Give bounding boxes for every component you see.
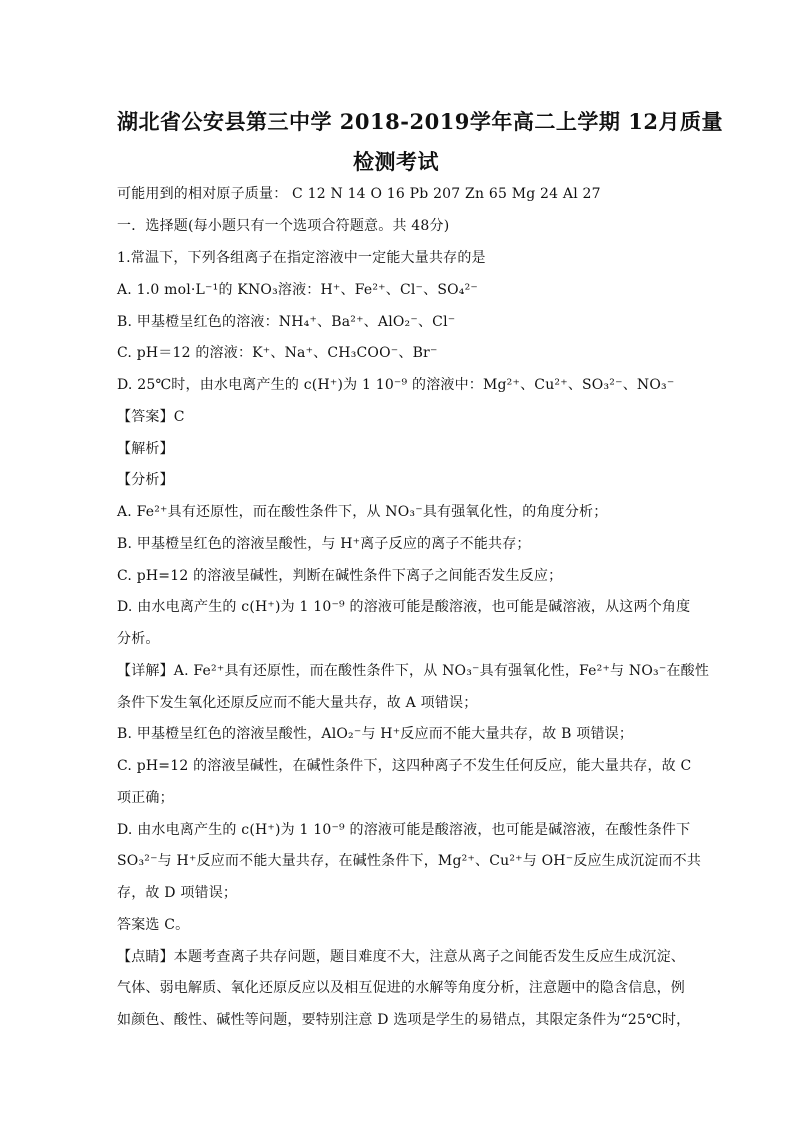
section-heading: 一．选择题(每小题只有一个选项合符题意。共 48分) bbox=[117, 218, 450, 234]
atomic-mass-line: 可能用到的相对原子质量： C 12 N 14 O 16 Pb 207 Zn 65 Mg 24 Al 27 bbox=[117, 186, 601, 202]
comment-line-1: 【点睛】本题考查离子共存问题，题目难度不大，注意从离子之间能否发生反应生成沉淀、 bbox=[117, 949, 685, 965]
detail-d: D. 由水电离产生的 c(H⁺)为 1 10⁻⁹ 的溶液可能是酸溶液，也可能是碱溶液，在酸性条件下 bbox=[117, 822, 691, 838]
detail-a-cont: 条件下发生氧化还原反应而不能大量共存，故 A 项错误； bbox=[117, 695, 478, 711]
detail-c: C. pH=12 的溶液呈碱性，在碱性条件下，这四种离子不发生任何反应，能大量共存，故 C bbox=[117, 758, 692, 774]
detail-b: B. 甲基橙呈红色的溶液呈酸性，AlO₂⁻与 H⁺反应而不能大量共存，故 B 项错误； bbox=[117, 726, 634, 742]
detail-a: 【详解】A. Fe²⁺具有还原性，而在酸性条件下，从 NO₃⁻具有强氧化性，Fe²⁺与 NO₃⁻在酸性 bbox=[117, 663, 710, 679]
comment-line-2: 气体、弱电解质、氧化还原反应以及相互促进的水解等角度分析，注意题中的隐含信息，例 bbox=[117, 980, 685, 996]
analysis-b: B. 甲基橙呈红色的溶液呈酸性，与 H⁺离子反应的离子不能共存； bbox=[117, 536, 531, 552]
option-b: B. 甲基橙呈红色的溶液：NH₄⁺、Ba²⁺、AlO₂⁻、Cl⁻ bbox=[117, 314, 456, 330]
comment-line-3: 如颜色、酸性、碱性等问题，要特别注意 D 选项是学生的易错点，其限定条件为“25℃时， bbox=[117, 1012, 691, 1028]
detail-d-cont1: SO₃²⁻与 H⁺反应而不能大量共存，在碱性条件下，Mg²⁺、Cu²⁺与 OH⁻反应生成沉淀而不共 bbox=[117, 853, 702, 869]
option-a: A. 1.0 mol·L⁻¹的 KNO₃溶液：H⁺、Fe²⁺、Cl⁻、SO₄²⁻ bbox=[117, 282, 479, 298]
analysis-subheading: 【分析】 bbox=[117, 472, 174, 488]
analysis-c: C. pH=12 的溶液呈碱性，判断在碱性条件下离子之间能否发生反应； bbox=[117, 568, 563, 584]
option-d: D. 25℃时，由水电离产生的 c(H⁺)为 1 10⁻⁹ 的溶液中：Mg²⁺、Cu²⁺、SO₃²⁻、NO₃⁻ bbox=[117, 377, 675, 393]
option-c: C. pH＝12 的溶液：K⁺、Na⁺、CH₃COO⁻、Br⁻ bbox=[117, 345, 438, 361]
analysis-d-cont: 分析。 bbox=[117, 631, 160, 647]
analysis-a: A. Fe²⁺具有还原性，而在酸性条件下，从 NO₃⁻具有强氧化性，的角度分析； bbox=[117, 504, 608, 520]
detail-c-cont: 项正确； bbox=[117, 790, 174, 806]
analysis-heading: 【解析】 bbox=[117, 441, 174, 457]
detail-d-cont2: 存，故 D 项错误； bbox=[117, 885, 238, 901]
document-title-line-2: 检测考试 bbox=[353, 149, 439, 174]
answer-line: 【答案】C bbox=[117, 409, 185, 425]
question-stem: 1.常温下，下列各组离子在指定溶液中一定能大量共存的是 bbox=[117, 250, 486, 266]
answer-choice: 答案选 C。 bbox=[117, 917, 190, 933]
analysis-d: D. 由水电离产生的 c(H⁺)为 1 10⁻⁹ 的溶液可能是酸溶液，也可能是碱溶液，从这两个角度 bbox=[117, 599, 691, 615]
document-title-line-1: 湖北省公安县第三中学 2018-2019学年高二上学期 12月质量 bbox=[117, 109, 723, 134]
